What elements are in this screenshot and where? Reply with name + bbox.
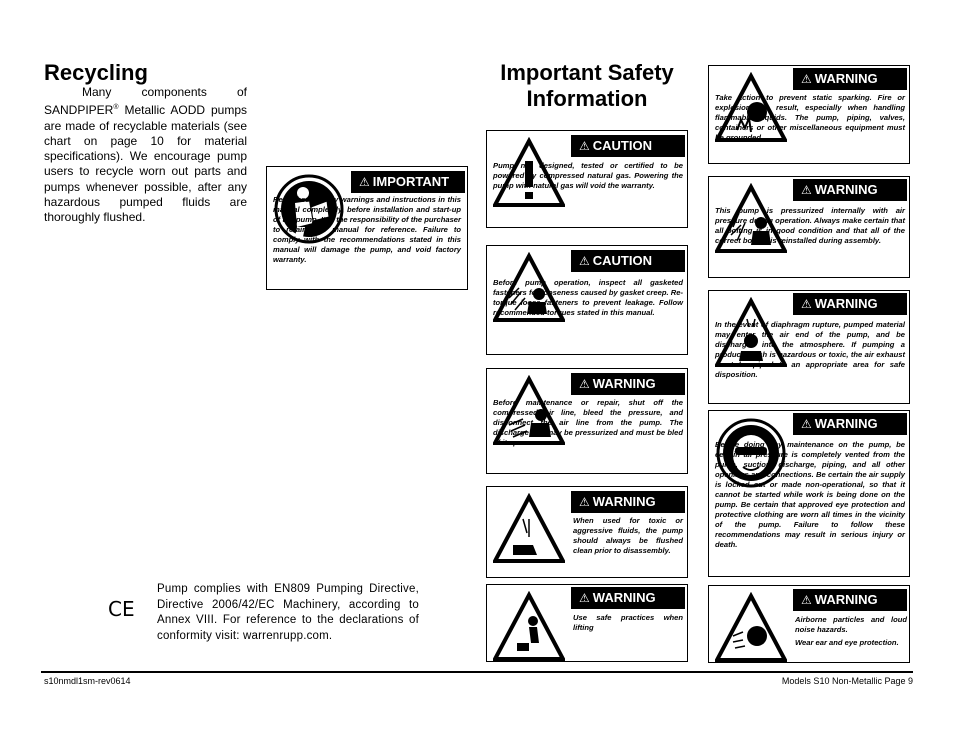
warning-card-pressurized: [708, 176, 910, 278]
ear-protection-icon: [715, 592, 787, 664]
warning-text: Take action to prevent static sparking. Fire or explosion can result, especially when handling flammable liquids. The pump, piping, valves, containers or other miscellaneous equipment must be grounded.: [715, 93, 905, 142]
caution-header: ⚠ CAUTION: [571, 135, 685, 157]
warning-triangle-icon: ⚠: [359, 175, 370, 189]
warning-card-maintenance-pressure: [708, 410, 910, 577]
caution-text: Before pump operation, inspect all gasketed fasteners for looseness caused by gasket creep. Re-torque loose fasteners to prevent leakage. Follow recommended torques stated in this manual.: [493, 278, 683, 317]
ce-compliance-text: Pump complies with EN809 Pumping Directive, Directive 2006/42/EC Machinery, according to Annex VIII. For reference to the declarations of conformity visit: warrenrupp.com.: [157, 583, 419, 642]
warning-triangle-icon: ⚠: [579, 254, 590, 268]
toxic-fluid-hand-icon: [493, 493, 565, 565]
warning-text: Airborne particles and loud noise hazards.: [795, 615, 907, 634]
footer-divider: [41, 671, 913, 673]
warning-card-static: [708, 65, 910, 164]
recycling-title: Recycling: [44, 60, 148, 85]
recycling-text: Many components of SANDPIPER® Metallic AODD pumps are made of recyclable materials (see chart on page 10 for material specifications). We encourage pump users to recycle worn out parts and pumps whenever possible, after any hazardous pumped fluids are thoroughly flushed.: [44, 85, 247, 225]
footer-doc-id: s10nmdl1sm-rev0614: [44, 676, 131, 686]
warning-text: This pump is pressurized internally with air pressure during operation. Always make certain that all bolting is in good condition and that all of the correct bolting is reinstalled during assembly.: [715, 206, 905, 245]
warning-triangle-icon: ⚠: [801, 183, 812, 197]
warning-header: ⚠ WARNING: [571, 587, 685, 609]
caution-card-gasket: [486, 245, 688, 355]
warning-triangle-icon: ⚠: [801, 297, 812, 311]
warning-text: Before maintenance or repair, shut off the compressed air line, bleed the pressure, and disconnect the air line from the pump. The discharge line may be pressurized and must be bled of its pressure.: [493, 398, 683, 447]
caution-card-natural-gas: [486, 130, 688, 228]
warning-card-maintenance: [486, 368, 688, 474]
warning-triangle-icon: ⚠: [579, 139, 590, 153]
warning-header: ⚠ WARNING: [793, 293, 907, 315]
warning-header: ⚠ WARNING: [571, 491, 685, 513]
ce-mark-icon: CE: [108, 597, 135, 621]
warning-triangle-icon: ⚠: [579, 591, 590, 605]
safety-title: Important Safety Information: [500, 60, 674, 111]
warning-triangle-icon: ⚠: [801, 417, 812, 431]
footer-page-info: Models S10 Non-Metallic Page 9: [781, 676, 913, 686]
important-notice: [266, 166, 468, 290]
caution-header: ⚠ CAUTION: [571, 250, 685, 272]
warning-text: In the event of diaphragm rupture, pumped material may enter the air end of the pump, and be discharged into the atmosphere. If pumping a product which is hazardous or toxic, the air exhaust must be piped to an appropriate area for safe disposition.: [715, 320, 905, 379]
warning-triangle-icon: ⚠: [579, 495, 590, 509]
warning-card-diaphragm: [708, 290, 910, 404]
warning-header: ⚠ WARNING: [793, 589, 907, 611]
warning-card-noise: [708, 585, 910, 663]
warning-triangle-icon: ⚠: [579, 377, 590, 391]
warning-header: ⚠ WARNING: [793, 68, 907, 90]
warning-text: Use safe practices when lifting: [573, 613, 683, 632]
important-text: Read these safety warnings and instructions in this manual completely, before installation and start-up of the pump. It is the responsibility of the purchaser to retain this manual for reference. Failure to comply with the recommendations stated in this manual will damage the pump, and void factory warranty.: [273, 195, 461, 264]
warning-header: ⚠ WARNING: [793, 179, 907, 201]
warning-header: ⚠ WARNING: [571, 373, 685, 395]
lifting-icon: [493, 591, 565, 663]
warning-triangle-icon: ⚠: [801, 72, 812, 86]
warning-card-toxic: [486, 486, 688, 578]
warning-text-2: Wear ear and eye protection.: [795, 638, 899, 647]
warning-card-lifting: [486, 584, 688, 662]
warning-triangle-icon: ⚠: [801, 593, 812, 607]
important-header: ⚠ IMPORTANT: [351, 171, 465, 193]
warning-text: When used for toxic or aggressive fluids, the pump should always be flushed clean prior to disassembly.: [573, 516, 683, 555]
caution-text: Pump not designed, tested or certified to be powered by compressed natural gas. Powering the pump with natural gas will void the warranty.: [493, 161, 683, 190]
warning-header: ⚠ WARNING: [793, 413, 907, 435]
warning-text: Before doing any maintenance on the pump, be certain all pressure is completely vented from the pump, suction, discharge, piping, and all other openings and connections. Be certain the air supply is locked out or made non-operational, so that it cannot be started while work is being done on the pump. Be certain that approved eye protection and protective clothing are worn all times in the vicinity of the pump. Failure to follow these recommendations may result in serious injury or death.: [715, 440, 905, 549]
